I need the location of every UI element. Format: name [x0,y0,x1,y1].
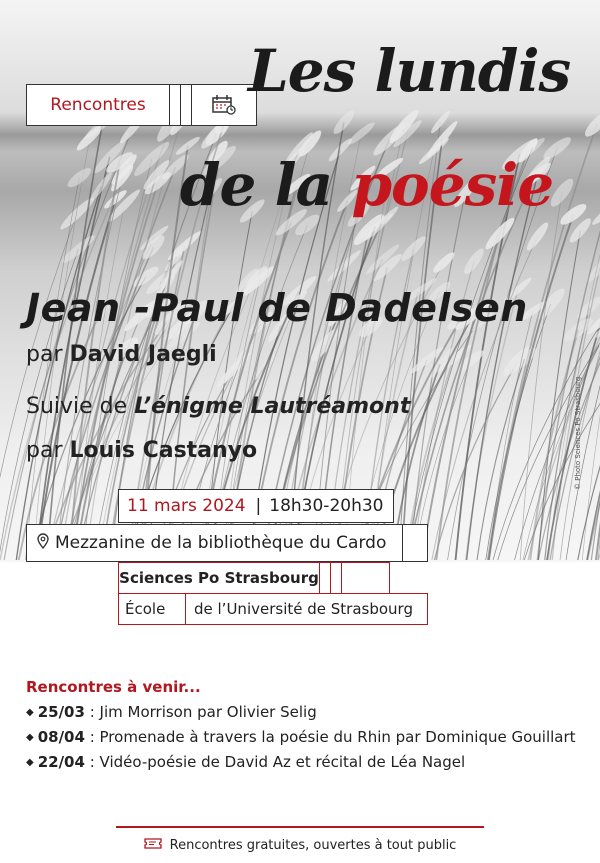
title-line-1: Les lundis [248,37,571,105]
footer-note [0,836,600,854]
presenter-line-2: par Louis Castanyo [26,438,258,463]
organizer-name: Sciences Po Strasbourg [119,563,320,593]
footer-divider [116,826,484,828]
location-box [26,524,428,562]
presenter-line-1: par David Jaegli [26,342,217,367]
author-name: Jean -Paul de Dadelsen [26,286,528,330]
list-item: ◆ 25/03 : Jim Morrison par Olivier Selig [26,703,317,721]
photo-credit: © Photo Sciences Po Strasbourg [574,376,582,490]
location-pin-icon [37,533,49,554]
presenter-name-2: Louis Castanyo [69,438,258,463]
diamond-bullet-icon: ◆ [26,707,34,718]
upcoming-heading: Rencontres à venir... [26,678,201,696]
event-date: 11 mars 2024 [127,496,246,516]
ticket-icon [144,836,162,854]
date-time-box [118,489,394,523]
upcoming-events [26,678,576,775]
organizer-university: de l’Université de Strasbourg [194,600,413,618]
diamond-bullet-icon: ◆ [26,757,34,768]
followed-by-title: L’énigme Lautréamont [134,394,411,419]
list-item: ◆ 22/04 : Vidéo-poésie de David Az et récital de Léa Nagel [26,753,466,771]
date-separator: | [255,496,262,516]
presenter-name-1: David Jaegli [69,342,217,367]
event-hours: 18h30-20h30 [269,496,384,516]
title-line-2-dark: de la [180,151,352,219]
diamond-bullet-icon: ◆ [26,732,34,743]
calendar-icon [192,85,256,125]
list-item: ◆ 08/04 : Promenade à travers la poésie du Rhin par Dominique Gouillart [26,728,576,746]
category-tag [26,84,257,126]
title-line-2 [180,151,554,219]
footer-text: Rencontres gratuites, ouvertes à tout public [169,837,457,853]
organizer-school: École [119,594,186,624]
event-location: Mezzanine de la bibliothèque du Cardo [55,533,387,553]
followed-by-line: Suivie de L’énigme Lautréamont [26,394,411,419]
title-line-2-red: poésie [351,151,554,219]
organizer-logo [118,562,428,625]
category-label: Rencontres [27,85,170,125]
